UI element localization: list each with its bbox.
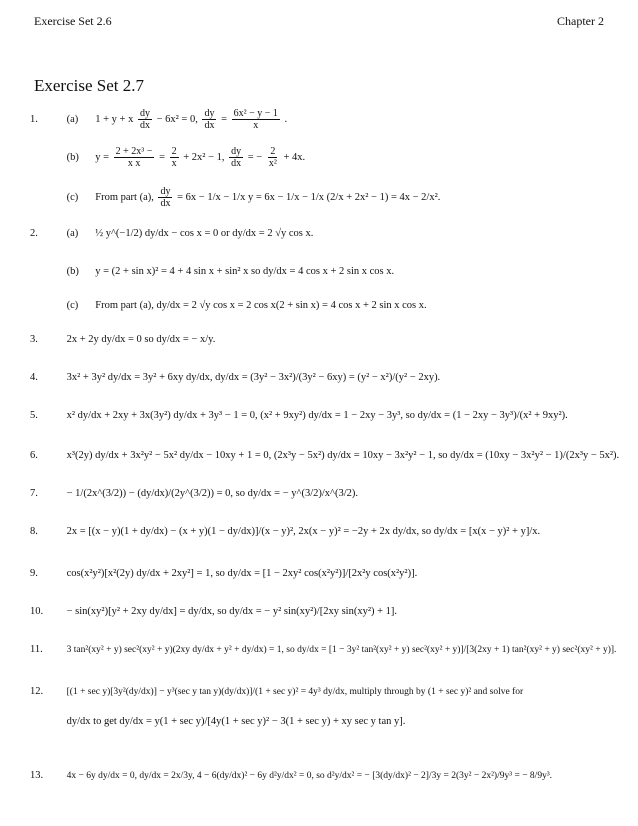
expr: 1 + y + x [95,113,134,125]
problem-part: (b) [66,151,79,163]
expr: ½ y^(−1/2) dy/dx − cos x = 0 or dy/dx = 2 √y cos x. [95,228,314,239]
problem-number: 2. [30,228,38,239]
problem-12 [30,686,608,698]
problem-3 [30,334,608,346]
expr: − 1/(2x^(3/2)) − (dy/dx)/(2y^(3/2)) = 0, so dy/dx = − y^(3/2)/x^(3/2). [66,488,358,499]
problem-2a [30,228,608,240]
problem-2c [30,300,608,312]
expr: cos(x²y²)[x²(2y) dy/dx + 2xy²] = 1, so dy/dx = [1 − 2xy² cos(x²y²)]/[2x²y cos(x²y²)]. [66,568,418,579]
expr: y = [95,151,110,163]
problem-number: 8. [30,526,38,537]
problem-part: (a) [66,113,79,125]
problem-number: 11. [30,644,43,655]
fraction: $\frac{dy}{dx}$ [204,108,215,131]
expr: 2x + 2y dy/dx = 0 so dy/dx = − x/y. [66,334,216,345]
problem-1b [30,146,608,169]
problem-part: (c) [66,300,79,311]
expr: − 6x² = 0, [156,113,198,125]
problem-part: (c) [66,191,79,203]
fraction: $\frac{2}{x}$ [171,146,177,169]
section-title: Exercise Set 2.7 [34,76,144,95]
problem-number: 3. [30,334,38,345]
problem-9 [30,568,608,580]
expr: 3x² + 3y² dy/dx = 3y² + 6xy dy/dx, dy/dx = (3y² − 3x²)/(3y² − 6xy) = (y² − x²)/(y² − 2xy). [66,372,441,383]
header-right: Chapter 2 [557,14,604,28]
problem-6 [30,450,620,462]
expr: + 4x. [283,151,306,163]
expr: = 6x − 1/x − 1/x y = 6x − 1/x − 1/x (2/x + 2x² − 1) = 4x − 2/x². [177,191,441,203]
fraction: $\frac{\text{2 + 2x³ −}}{\text{x x}}$ [115,146,153,169]
expr: y = (2 + sin x)² = 4 + 4 sin x + sin² x so dy/dx = 4 cos x + 2 sin x cos x. [95,266,395,277]
fraction: $\frac{dy}{dx}$ [231,146,242,169]
problem-1a [30,108,608,131]
expr: x² dy/dx + 2xy + 3x(3y²) dy/dx + 3y³ − 1 = 0, (x² + 9xy²) dy/dx = 1 − 2xy − 3y³, so dy/dx = (1 − 2xy − 3y³)/(x² + 9xy²). [66,410,568,421]
fraction: $\frac{dy}{dx}$ [160,186,171,209]
problem-4 [30,372,608,384]
expr: dy/dx to get dy/dx = y(1 + sec y)/[4y(1 + sec y)² − 3(1 + sec y) + xy sec y tan y]. [66,716,406,727]
expr: = [221,113,228,125]
expr: From part (a), [95,191,154,203]
problem-number: 1. [30,113,38,125]
problem-part: (a) [66,228,79,239]
problem-number: 5. [30,410,38,421]
expr: [(1 + sec y)[3y²(dy/dx)] − y³(sec y tan y)(dy/dx)]/(1 + sec y)² = 4y³ dy/dx, multiply through by (1 + sec y)² and solve for [66,687,524,697]
problem-8 [30,526,608,538]
header-left: Exercise Set 2.6 [34,14,112,28]
problem-5 [30,410,608,422]
problem-number: 9. [30,568,38,579]
expr: = [159,151,165,163]
expr: + 2x² − 1, [183,151,225,163]
expr: x³(2y) dy/dx + 3x²y² − 5x² dy/dx − 10xy + 1 = 0, (2x³y − 5x²) dy/dx = 10xy − 3x²y² − 1, so dy/dx = (10xy − 3x²y² − 1)/(2x³y − 5x²). [66,450,620,461]
problem-10 [30,606,608,618]
problem-13 [30,770,608,782]
expr: . [284,113,288,125]
problem-number: 13. [30,770,44,781]
page-header [34,14,604,30]
problem-part: (b) [66,266,79,277]
expr: From part (a), dy/dx = 2 √y cos x = 2 cos x(2 + sin x) = 4 cos x + 2 sin x cos x. [95,300,427,311]
fraction: $\frac{\text{6x² − y − 1}}{x}$ [233,108,278,131]
problem-11 [30,644,617,656]
problem-1c [30,186,608,209]
expr: 3 tan²(xy² + y) sec²(xy² + y)(2xy dy/dx + y² + dy/dx) = 1, so dy/dx = [1 − 3y² tan²(xy² + y) sec²(xy² + y)]/[3(2xy + 1) tan²(xy² + y) sec²(xy² + y)]. [66,645,617,655]
expr: 4x − 6y dy/dx = 0, dy/dx = 2x/3y, 4 − 6(dy/dx)² − 6y d²y/dx² = 0, so d²y/dx² = − [3(dy/dx)² − 2]/3y = 2(3y² − 2x²)/9y³ = − 8/9y³. [66,771,553,781]
problem-number: 12. [30,686,44,697]
fraction: $\frac{2}{\text{x²}}$ [268,146,277,169]
problem-number: 4. [30,372,38,383]
problem-number: 10. [30,606,44,617]
problem-number: 6. [30,450,38,461]
expr: = − [247,151,263,163]
expr: − sin(xy²)[y² + 2xy dy/dx] = dy/dx, so dy/dx = − y² sin(xy²)/[2xy sin(xy²) + 1]. [66,606,398,617]
problem-12-cont [30,716,608,728]
problem-2b [30,266,608,278]
expr: 2x = [(x − y)(1 + dy/dx) − (x + y)(1 − dy/dx)]/(x − y)², 2x(x − y)² = −2y + 2x dy/dx, so dy/dx = [x(x − y)² + y]/x. [66,526,541,537]
fraction: $\frac{dy}{dx}$ [139,108,150,131]
problem-7 [30,488,608,500]
problem-number: 7. [30,488,38,499]
